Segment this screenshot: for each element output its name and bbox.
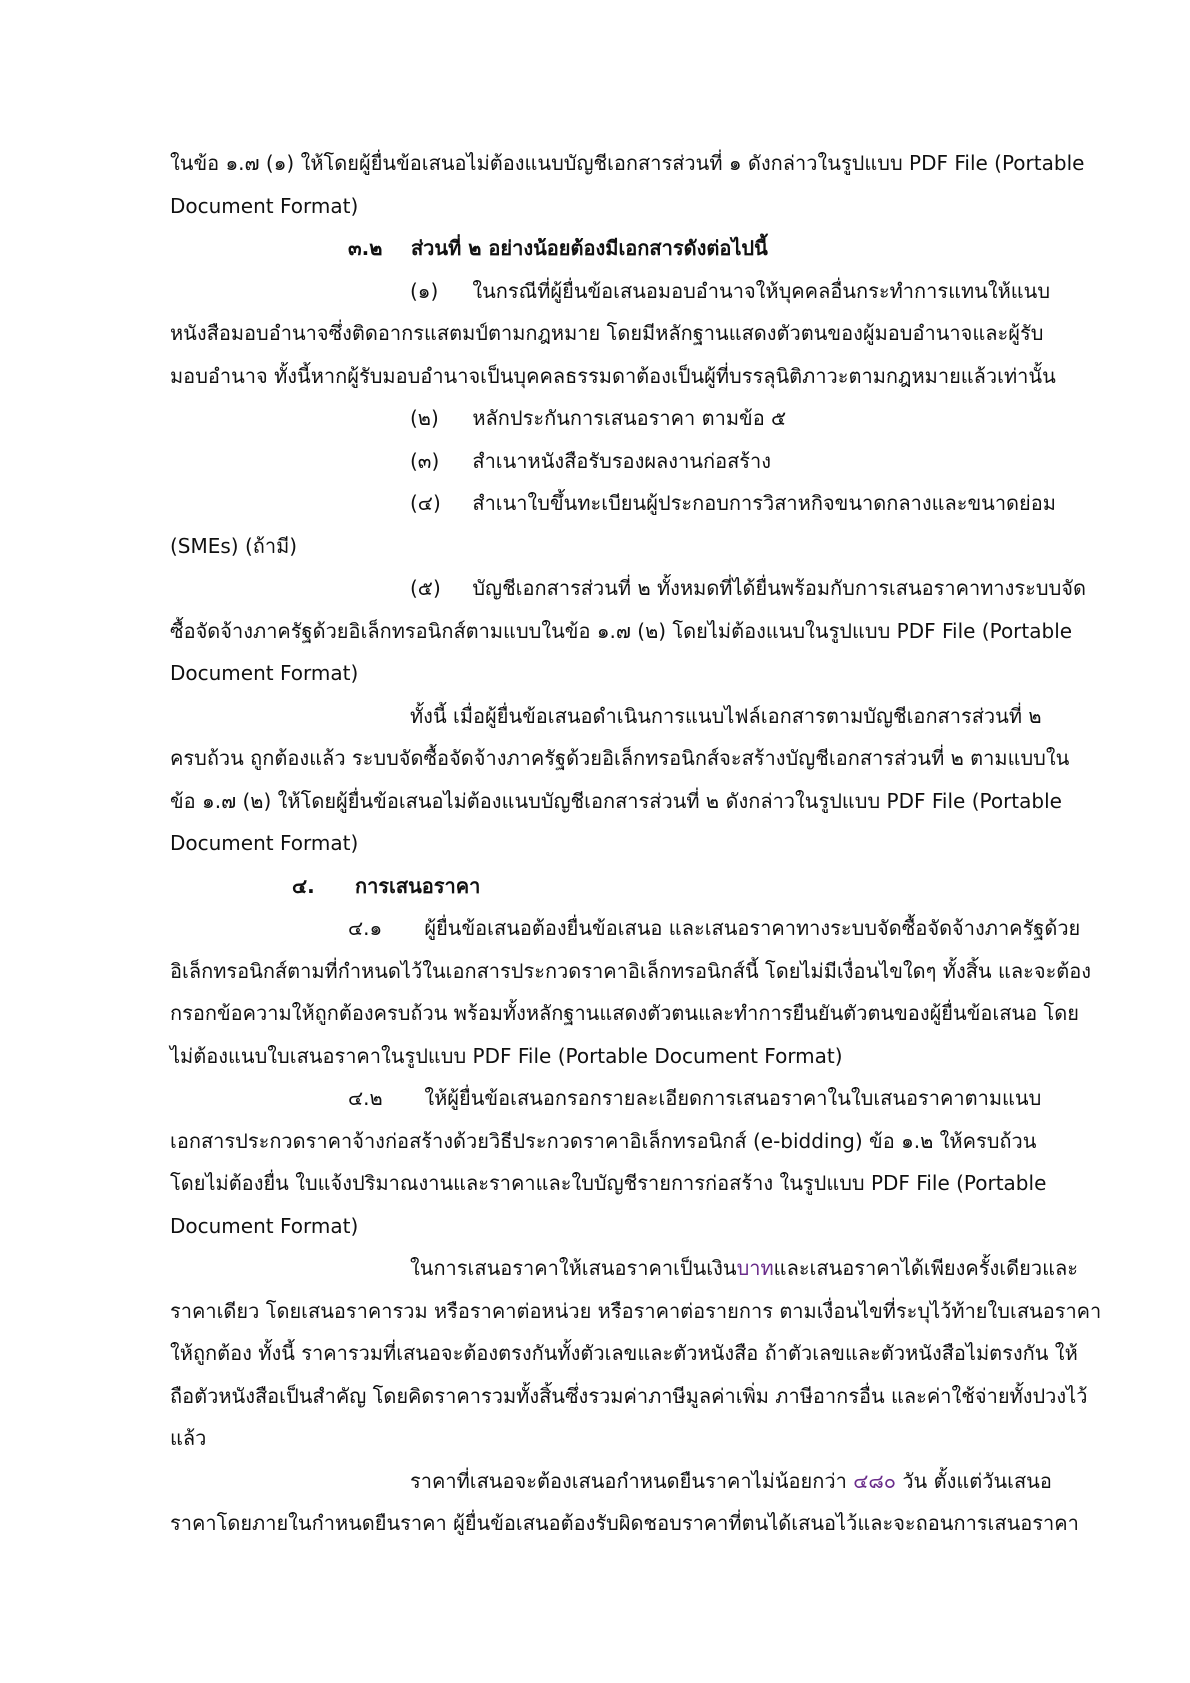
list-item-5: [170, 567, 1087, 610]
paragraph-line: ราคาโดยภายในกำหนดยืนราคา ผู้ยื่นข้อเสนอต้องรับผิดชอบราคาที่ตนได้เสนอไว้และจะถอนการเสนอราคา: [170, 1511, 1079, 1535]
item-text: สำเนาใบขึ้นทะเบียนผู้ประกอบการวิสาหกิจขนาดกลางและขนาดย่อม: [472, 491, 1056, 515]
item-number: (๒): [410, 406, 439, 430]
subsection-4-2: [170, 1077, 1070, 1120]
text-run: วัน ตั้งแต่วันเสนอ: [902, 1468, 1052, 1493]
paragraph-line: Document Format): [170, 1213, 359, 1238]
paragraph-line: Document Format): [170, 661, 359, 685]
validity-days-value: ๔๘๐: [853, 1468, 896, 1493]
item-number: (๔): [410, 491, 441, 515]
paragraph-line: มอบอำนาจ ทั้งนี้หากผู้รับมอบอำนาจเป็นบุคคลธรรมดาต้องเป็นผู้ที่บรรลุนิติภาวะตามกฎหมายแล้วเท่านั้น: [170, 363, 1056, 388]
paragraph-line: ซื้อจัดจ้างภาครัฐด้วยอิเล็กทรอนิกส์ตามแบบในข้อ ๑.๗ (๒) โดยไม่ต้องแนบในรูปแบบ PDF File (Portable: [170, 618, 1073, 643]
subsection-text: ผู้ยื่นข้อเสนอต้องยื่นข้อเสนอ และเสนอราคาทางระบบจัดซื้อจัดจ้างภาครัฐด้วย: [424, 916, 1081, 940]
item-text: ในกรณีที่ผู้ยื่นข้อเสนอมอบอำนาจให้บุคคลอื่นกระทำการแทนให้แนบ: [472, 278, 1051, 303]
list-item-1: [170, 270, 1070, 313]
paragraph-line: ราคาเดียว โดยเสนอราคารวม หรือราคาต่อหน่วย หรือราคาต่อรายการ ตามเงื่อนไขที่ระบุไว้ท้ายใบเสนอราคา: [170, 1298, 1102, 1323]
document-body: [170, 142, 1102, 1545]
paragraph-line: แล้ว: [170, 1426, 207, 1450]
item-text: บัญชีเอกสารส่วนที่ ๒ ทั้งหมดที่ได้ยื่นพร้อมกับการเสนอราคาทางระบบจัด: [472, 576, 1087, 600]
subsection-number: ๔.๑: [348, 916, 383, 940]
paragraph-line: ในข้อ ๑.๗ (๑) ให้โดยผู้ยื่นข้อเสนอไม่ต้องแนบบัญชีเอกสารส่วนที่ ๑ ดังกล่าวในรูปแบบ PDF File (Portable: [170, 151, 1085, 175]
paragraph-line-currency: [170, 1247, 1078, 1290]
text-run: ราคาที่เสนอจะต้องเสนอกำหนดยืนราคาไม่น้อยกว่า: [410, 1468, 847, 1493]
section-number: ๓.๒: [348, 236, 383, 260]
item-number: (๑): [410, 278, 439, 303]
item-number: (๓): [410, 448, 440, 473]
paragraph-line: ข้อ ๑.๗ (๒) ให้โดยผู้ยื่นข้อเสนอไม่ต้องแนบบัญชีเอกสารส่วนที่ ๒ ดังกล่าวในรูปแบบ PDF File (Portable: [170, 788, 1062, 813]
item-number: (๕): [410, 576, 441, 600]
paragraph-line: Document Format): [170, 831, 359, 855]
list-item-4: [170, 482, 1070, 525]
section-heading-3-2: [170, 227, 1070, 270]
section-title: ส่วนที่ ๒ อย่างน้อยต้องมีเอกสารดังต่อไปนี้: [410, 236, 768, 260]
paragraph-line: ครบถ้วน ถูกต้องแล้ว ระบบจัดซื้อจัดจ้างภาครัฐด้วยอิเล็กทรอนิกส์จะสร้างบัญชีเอกสารส่วนที่ ๒ ตามแบบใน: [170, 746, 1070, 770]
paragraph-line: (SMEs) (ถ้ามี): [170, 533, 298, 558]
paragraph-line: เอกสารประกวดราคาจ้างก่อสร้างด้วยวิธีประกวดราคาอิเล็กทรอนิกส์ (e-bidding) ข้อ ๑.๒ ให้ครบถ้วน: [170, 1128, 1037, 1153]
paragraph-line: กรอกข้อความให้ถูกต้องครบถ้วน พร้อมทั้งหลักฐานแสดงตัวตนและทำการยืนยันตัวตนของผู้ยื่นข้อเสนอ โดย: [170, 1001, 1079, 1025]
subsection-number: ๔.๒: [348, 1086, 383, 1110]
paragraph-line: โดยไม่ต้องยื่น ใบแจ้งปริมาณงานและราคาและใบบัญชีรายการก่อสร้าง ในรูปแบบ PDF File (Portable: [170, 1171, 1047, 1195]
list-item-2: [170, 397, 1070, 440]
list-item-3: [170, 440, 1070, 483]
subsection-text: ให้ผู้ยื่นข้อเสนอกรอกรายละเอียดการเสนอราคาในใบเสนอราคาตามแนบ: [424, 1086, 1042, 1110]
section-title: การเสนอราคา: [354, 873, 481, 898]
paragraph-line: ทั้งนี้ เมื่อผู้ยื่นข้อเสนอดำเนินการแนบไฟล์เอกสารตามบัญชีเอกสารส่วนที่ ๒: [410, 703, 1042, 728]
text-run: ในการเสนอราคาให้เสนอราคาเป็นเงิน: [410, 1256, 737, 1280]
item-text: หลักประกันการเสนอราคา ตามข้อ ๕: [472, 406, 787, 430]
paragraph-line: ไม่ต้องแนบใบเสนอราคาในรูปแบบ PDF File (Portable Document Format): [170, 1043, 843, 1068]
paragraph-line: Document Format): [170, 193, 359, 218]
section-number: ๔.: [292, 873, 315, 898]
paragraph-line: ให้ถูกต้อง ทั้งนี้ ราคารวมที่เสนอจะต้องตรงกันทั้งตัวเลขและตัวหนังสือ ถ้าตัวเลขและตัวหนังสือไม่ตรงกัน ให้: [170, 1341, 1078, 1365]
item-text: สำเนาหนังสือรับรองผลงานก่อสร้าง: [472, 448, 772, 473]
text-run: และเสนอราคาได้เพียงครั้งเดียวและ: [773, 1256, 1078, 1280]
paragraph-line-validity: [170, 1460, 1070, 1503]
paragraph-line: อิเล็กทรอนิกส์ตามที่กำหนดไว้ในเอกสารประกวดราคาอิเล็กทรอนิกส์นี้ โดยไม่มีเงื่อนไขใดๆ ทั้งสิ้น และจะต้อง: [170, 958, 1092, 983]
subsection-4-1: [170, 907, 1081, 950]
section-heading-4: [170, 865, 1070, 908]
paragraph-line: ถือตัวหนังสือเป็นสำคัญ โดยคิดราคารวมทั้งสิ้นซึ่งรวมค่าภาษีมูลค่าเพิ่ม ภาษีอากรอื่น และค่าใช้จ่ายทั้งปวงไว้: [170, 1383, 1088, 1408]
paragraph-line: หนังสือมอบอำนาจซึ่งติดอากรแสตมป์ตามกฎหมาย โดยมีหลักฐานแสดงตัวตนของผู้มอบอำนาจและผู้รับ: [170, 321, 1044, 345]
currency-value: บาท: [736, 1256, 774, 1280]
